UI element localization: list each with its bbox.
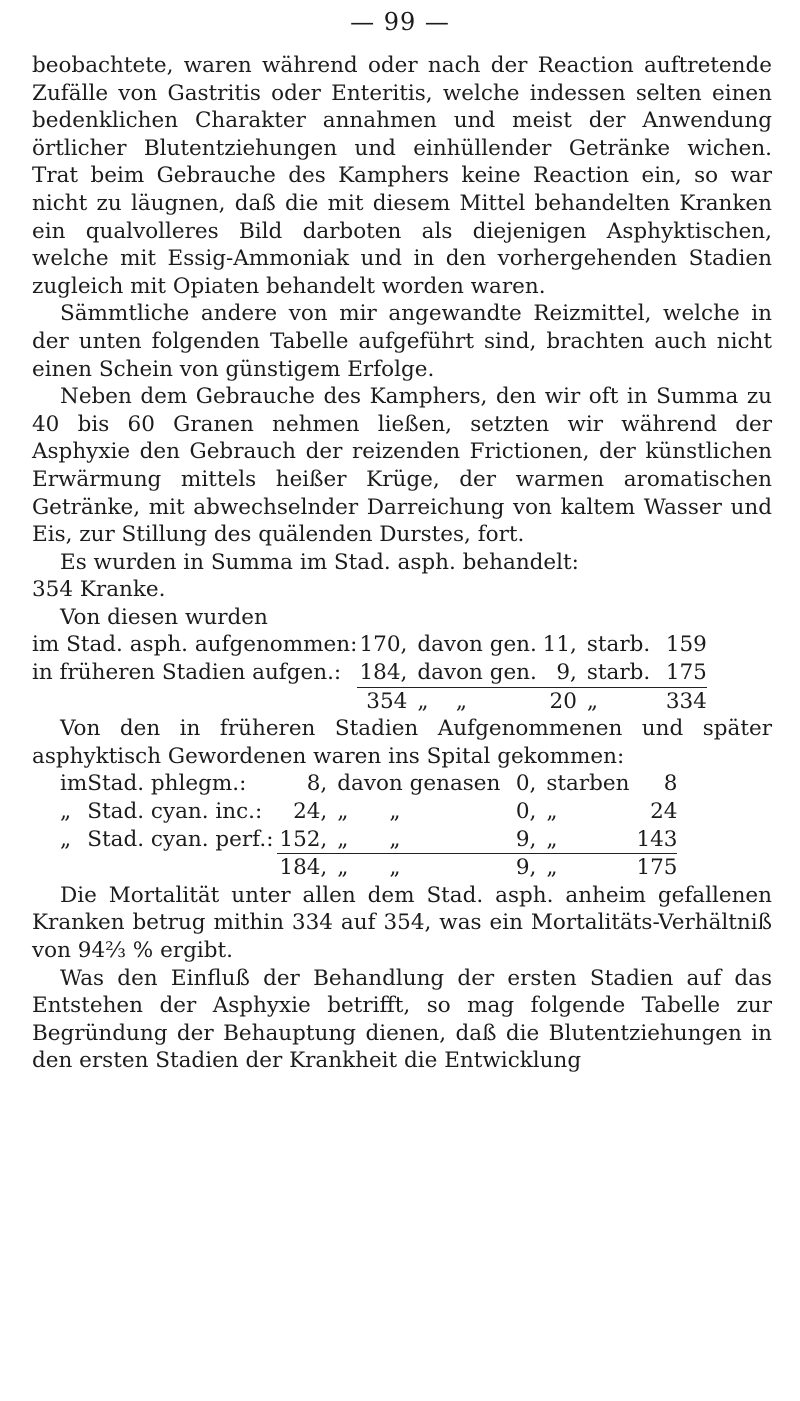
row-label: Stad. cyan. inc.: [87,799,263,825]
ditto-mark: „ [586,688,599,714]
paragraph-1: beobachtete, waren während oder nach der Reaction auftretende Zufälle von Gastritis oder Enteritis, welche indessen selten einen bedenklichen Charakter annahmen und meist der Anwendung örtlicher Blutentziehungen und einhüllender Getränke wichen. Trat beim Gebrauche des Kamphers keine Reaction ein, so war nicht zu läugnen, daß die mit diesem Mittel behandelten Kranken ein qualvolleres Bild darboten als diejenigen Asphyktischen, welche mit Essig-Ammoniak und in den vorhergehenden Stadien zugleich mit Opiaten behandelt worden waren. [32,53,772,299]
row-died: 159 [665,632,707,658]
paragraph-6: Von den in früheren Stadien Aufgenommenen und später asphyktisch Gewordenen waren ins Spital gekommen: [32,716,772,769]
row-recovered: 0, [515,799,537,825]
row-word: „ [546,799,558,825]
ditto-mark: „ [546,855,558,881]
sum-died: 175 [636,855,678,881]
row-label: Stad. phlegm.: [87,771,247,797]
paragraph-4: Es wurden in Summa im Stad. asph. behandelt: [60,549,579,575]
table-sum-row [32,687,772,715]
row-label: Stad. cyan. perf.: [87,826,274,852]
ditto-mark: „ [417,688,429,714]
sum-recovered: 9, [515,855,537,881]
row-label: in früheren Stadien aufgen.: [32,660,342,686]
row-word: starben [546,771,630,797]
row-prefix: im [60,771,88,797]
row-word: davon gen. [407,659,537,687]
row-recovered: 0, [515,771,537,797]
table-row [32,631,772,659]
row-recovered: 9, [500,826,536,854]
table-sum-row [32,854,772,882]
row-total: 184, [357,659,407,687]
sum-total: 184, [279,855,328,881]
row-prefix: „ [60,799,72,825]
sum-died: 334 [665,688,707,714]
row-total: 152, [277,826,327,854]
ditto-mark: „ [455,688,467,714]
table-row [32,826,772,854]
row-word: starb. [586,632,651,658]
row-total: 8, [306,771,328,797]
page-number: — 99 — [350,8,450,36]
stages-table [32,770,772,881]
row-label: im Stad. asph. aufgenommen: [32,632,358,658]
row-word: starb. [577,659,657,687]
row-died: 24 [650,799,678,825]
row-died: 175 [657,659,707,687]
paragraph-8: Was den Einfluß der Behandlung der ersten Stadien auf das Entstehen der Asphyxie betrifft, so mag folgende Tabelle zur Begründung der Behauptung dienen, daß die Blutentziehungen in den ersten Stadien der Krankheit die Entwicklung [32,965,772,1074]
table-row [32,798,772,826]
admissions-table [32,631,772,715]
ditto-mark: „ „ [337,855,401,881]
paragraph-3: Neben dem Gebrauche des Kamphers, den wir oft in Summa zu 40 bis 60 Granen nehmen ließen, setzten wir während der Asphyxie den Gebrauch der reizenden Frictionen, der künstlichen Erwärmung mittels heißer Krüge, der warmen aromatischen Getränke, mit abwechselnder Darreichung von kaltem Wasser und Eis, zur Stillung des quälenden Durstes, fort. [32,384,772,548]
row-died: 8 [663,771,678,797]
paragraph-5: Von diesen wurden [60,604,268,630]
total-patients-line: 354 Kranke. [32,577,166,603]
row-recovered: 11, [542,632,577,658]
row-total: 170, [359,632,408,658]
sum-total: 354 [366,688,408,714]
row-word: „ „ [327,826,500,854]
row-total: 24, [293,799,328,825]
row-prefix: „ [60,826,72,852]
table-row [32,659,772,687]
row-word: davon gen. [417,632,537,658]
table-row [32,770,772,798]
row-died: 143 [629,826,677,854]
row-word: davon genasen [337,771,501,797]
row-recovered: 9, [537,659,577,687]
main-text [32,52,772,1075]
paragraph-2: Sämmtliche andere von mir angewandte Reizmittel, welche in der unten folgenden Tabelle aufgeführt sind, brachten auch nicht einen Schein von günstigem Erfolge. [32,301,772,382]
row-word: „ [536,826,629,854]
sum-recovered: 20 [549,688,577,714]
row-word: „ „ [337,799,401,825]
paragraph-7: Die Mortalität unter allen dem Stad. asph. anheim gefallenen Kranken betrug mithin 334 auf 354, was ein Mortalitäts-Verhältniß von 94⅔ % ergibt. [32,882,772,963]
